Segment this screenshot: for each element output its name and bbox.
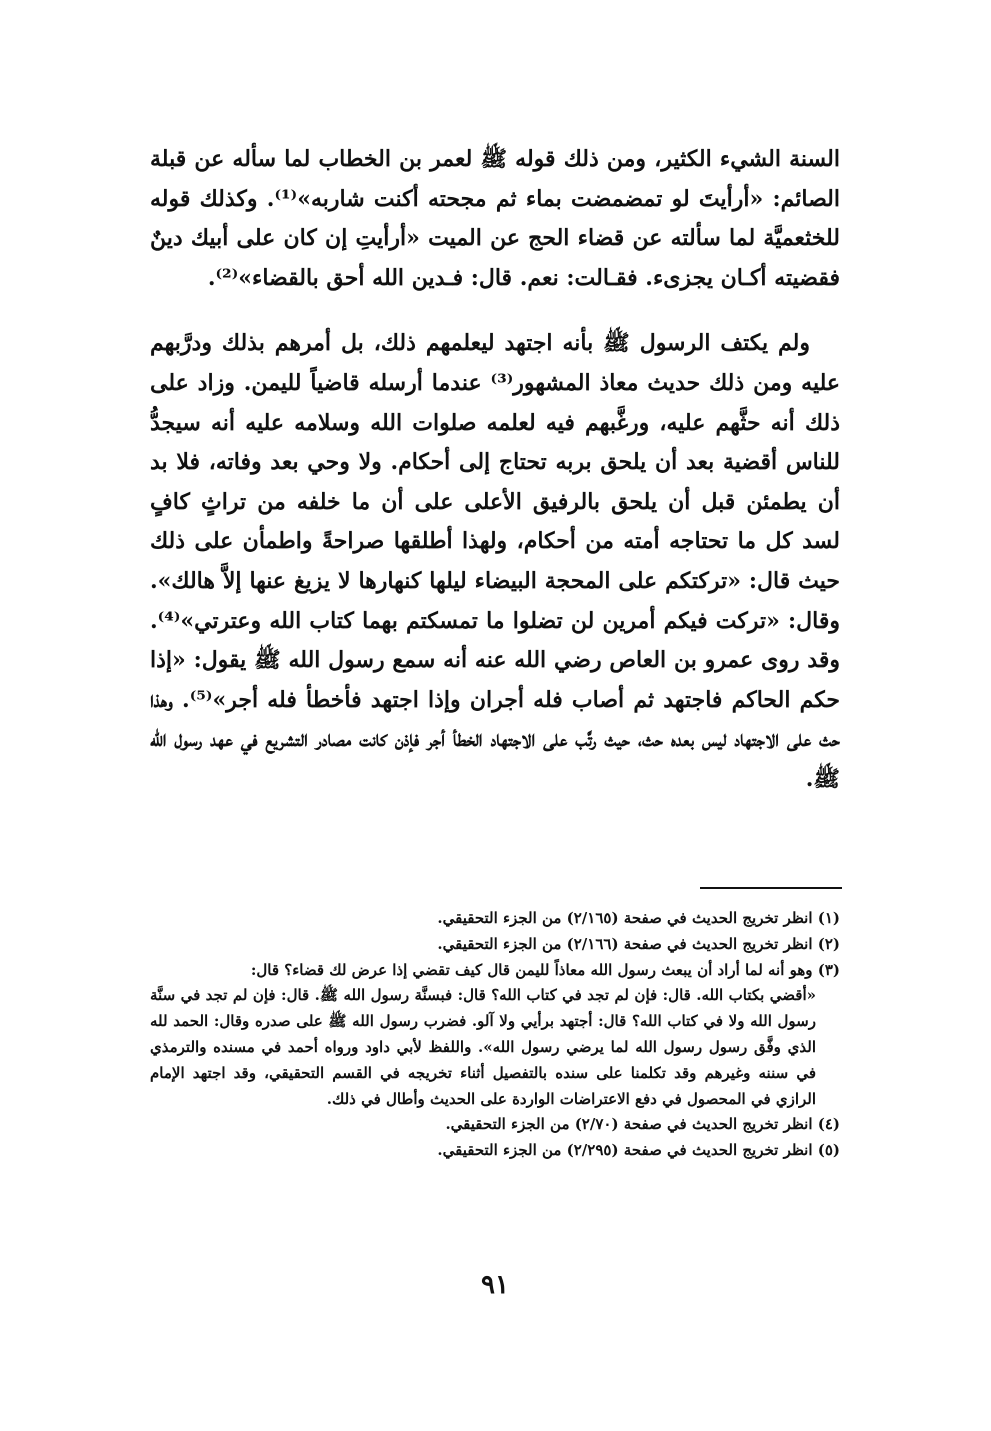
footnotes — [150, 906, 840, 1164]
footnote-4: (٤) انظر تخريج الحديث في صفحة (٢/٧٠) من الجزء التحقيقي. — [445, 1115, 840, 1134]
footnote-separator — [700, 887, 842, 889]
paragraph-2-text: ولم يكتف الرسول ﷺ بأنه اجتهد ليعلمهم ذلك، بل أمرهم بذلك ودرَّبهم عليه ومن ذلك حديث معاذ المشهور⁽³⁾ عندما أرسله قاضياً لليمن. وزاد على ذلك أنه حثَّهم عليه، ورغَّبهم فيه لعلمه صلوات الله وسلامه عليه أنه سيجدُّ للناس أقضية بعد أن يلحق بربه تحتاج إلى أحكام. ولا وحي بعد وفاته، فلا بد أن يطمئن قبل أن يلحق بالرفيق الأعلى على أن ما خلفه من تراثٍ كافٍ لسد كل ما تحتاجه أمته من أحكام، ولهذا أطلقها صراحةً واطمأن على ذلك حيث قال: «تركتكم على المحجة البيضاء ليلها كنهارها لا يزيغ عنها إلاَّ هالك». وقال: «تركت فيكم أمرين لن تضلوا ما تمسكتم بهما كتاب الله وعترتي»⁽⁴⁾. وقد روى عمرو بن العاص رضي الله عنه أنه سمع رسول الله ﷺ يقول: «إذا حكم الحاكم فاجتهد ثم أصاب فله أجران وإذا اجتهد فأخطأ فله أجر»⁽⁵⁾. وهذا حث على الاجتهاد ليس بعده حث، حيث رتَّب على الاجتهاد الخطأ أجر فإذن كانت مصادر التشريع في عهد رسول الله ﷺ. — [150, 330, 841, 792]
page-number: ٩١ — [481, 1270, 509, 1300]
main-text — [150, 140, 840, 800]
footnote-3: (٣) وهو أنه لما أراد أن يبعث رسول الله معاذاً لليمن قال كيف تقضي إذا عرض لك قضاء؟ قال: — [250, 960, 840, 979]
footnote-3-continued: «أقضي بكتاب الله. قال: فإن لم تجد في كتاب الله؟ قال: فبسنَّة رسول الله ﷺ. قال: فإن لم تجد في سنَّة رسول الله ولا في كتاب الله؟ قال: أجتهد برأيي ولا آلو. فضرب رسول الله ﷺ على صدره وقال: الحمد لله الذي وفَّق رسول رسول الله لما يرضي رسول الله». واللفظ لأبي داود ورواه أحمد في مسنده والترمذي في سننه وغيرهم وقد تكلمنا على سنده بالتفصيل أثناء تخريجه في القسم التحقيقي، وقد اجتهد الإمام الرازي في المحصول في دفع الاعتراضات الواردة على الحديث وأطال في ذلك. — [150, 986, 816, 1108]
paragraph-1: السنة الشيء الكثير، ومن ذلك قوله ﷺ لعمر بن الخطاب لما سأله عن قبلة الصائم: «أرأيتَ لو تمضمضت بماء ثم مجحته أكنت شاربه»⁽¹⁾. وكذلك قوله للخثعميَّة لما سألته عن قضاء الحج عن الميت «أرأيتِ إن كان على أبيك دينٌ فقضيته أكـان يجزىء. فقـالت: نعم. قال: فـدين الله أحق بالقضاء»⁽²⁾. — [150, 146, 840, 291]
footnote-1: (١) انظر تخريج الحديث في صفحة (٢/١٦٥) من الجزء التحقيقي. — [437, 909, 840, 927]
footnote-5: (٥) انظر تخريج الحديث في صفحة (٢/٢٩٥) من الجزء التحقيقي. — [437, 1141, 840, 1160]
footnote-2: (٢) انظر تخريج الحديث في صفحة (٢/١٦٦) من الجزء التحقيقي. — [437, 934, 840, 953]
paragraph-2 — [150, 324, 840, 799]
